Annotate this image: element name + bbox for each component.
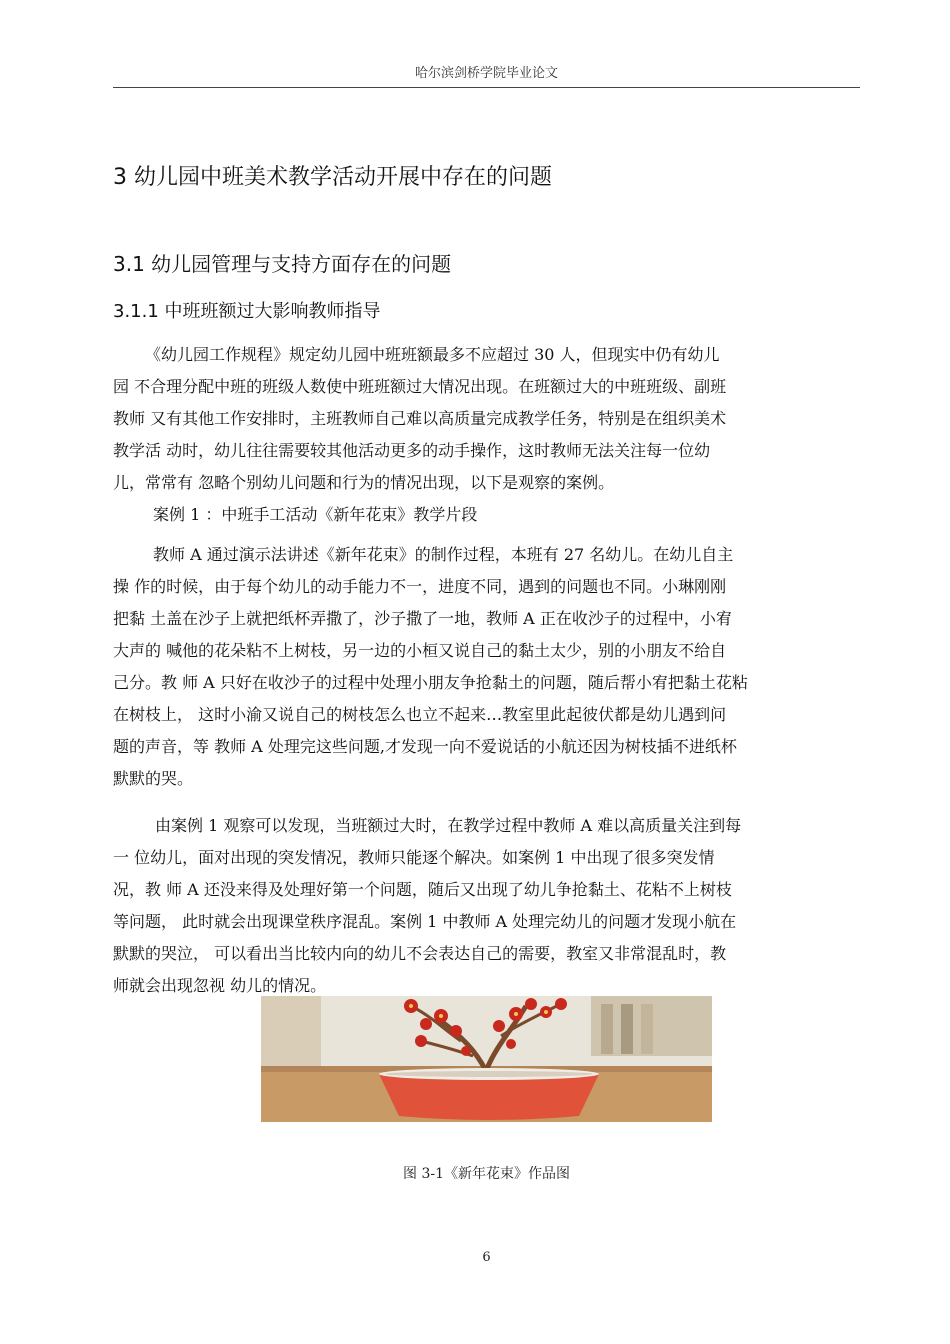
text-line: 师就会出现忽视 幼儿的情况。 [113,976,327,995]
text-line: 《幼儿园工作规程》规定幼儿园中班班额最多不应超过 30 人，但现实中仍有幼儿 [145,345,720,364]
text-line: 己分。教 师 A 只好在收沙子的过程中处理小朋友争抢黏土的问题，随后帮小宥把黏土花粘 [113,673,748,692]
text-line: 教师 A 通过演示法讲述《新年花束》的制作过程，本班有 27 名幼儿。在幼儿自主 [153,545,734,564]
text-line: 况，教 师 A 还没来得及处理好第一个问题，随后又出现了幼儿争抢黏土、花粘不上树枝 [113,880,732,899]
text-line: 大声的 喊他的花朵粘不上树枝，另一边的小桓又说自己的黏土太少，别的小朋友不给自 [113,641,727,660]
figure-caption: 图 3-1《新年花束》作品图 [403,1166,570,1182]
text-line: 由案例 1 观察可以发现，当班额过大时，在教学过程中教师 A 难以高质量关注到每 [155,816,742,835]
paragraph-regulation [113,339,863,499]
running-header: 哈尔滨剑桥学院毕业论文 [414,66,558,81]
text-line: 操 作的时候，由于每个幼儿的动手能力不一，进度不同，遇到的问题也不同。小琳刚刚 [113,577,727,596]
text-line: 题的声音，等 教师 A 处理完这些问题,才发现一向不爱说话的小航还因为树枝插不进纸杯 [113,737,737,756]
text-line: 教师 又有其他工作安排时，主班教师自己难以高质量完成教学任务，特别是在组织美术 [113,409,727,428]
text-line: 教学活 动时，幼儿往往需要较其他活动更多的动手操作，这时教师无法关注每一位幼 [113,441,711,460]
text-line: 案例 1 ：中班手工活动《新年花束》教学片段 [153,505,478,524]
clay-pot [379,1074,599,1120]
text-line: 园 不合理分配中班的班级人数使中班班额过大情况出现。在班额过大的中班班级、副班 [113,377,727,396]
page-number: 6 [482,1250,491,1265]
header-rule [113,87,860,88]
paragraph-analysis [113,810,863,1002]
photo-illustration [261,996,712,1122]
text-line: 一 位幼儿，面对出现的突发情况，教师只能逐个解决。如案例 1 中出现了很多突发情 [113,848,715,867]
chapter-heading: 3 幼儿园中班美术教学活动开展中存在的问题 [113,165,552,190]
subsection-heading: 3.1.1 中班班额过大影响教师指导 [113,301,381,322]
text-line: 默默的哭。 [113,769,194,788]
section-heading: 3.1 幼儿园管理与支持方面存在的问题 [113,252,452,276]
text-line: 默默的哭泣， 可以看出当比较内向的幼儿不会表达自己的需要，教室又非常混乱时，教 [113,944,727,963]
text-line: 儿，常常有 忽略个别幼儿问题和行为的情况出现，以下是观察的案例。 [113,473,615,492]
flower-artwork-photo [261,996,712,1122]
case-title [113,499,863,531]
text-line: 在树枝上， 这时小渝又说自己的树枝怎么也立不起来…教室里此起彼伏都是幼儿遇到问 [113,705,727,724]
text-line: 把黏 土盖在沙子上就把纸杯弄撒了，沙子撒了一地，教师 A 正在收沙子的过程中，小宥 [113,609,732,628]
text-line: 等问题， 此时就会出现课堂秩序混乱。案例 1 中教师 A 处理完幼儿的问题才发现小航在 [113,912,737,931]
paragraph-case-description [113,539,863,795]
